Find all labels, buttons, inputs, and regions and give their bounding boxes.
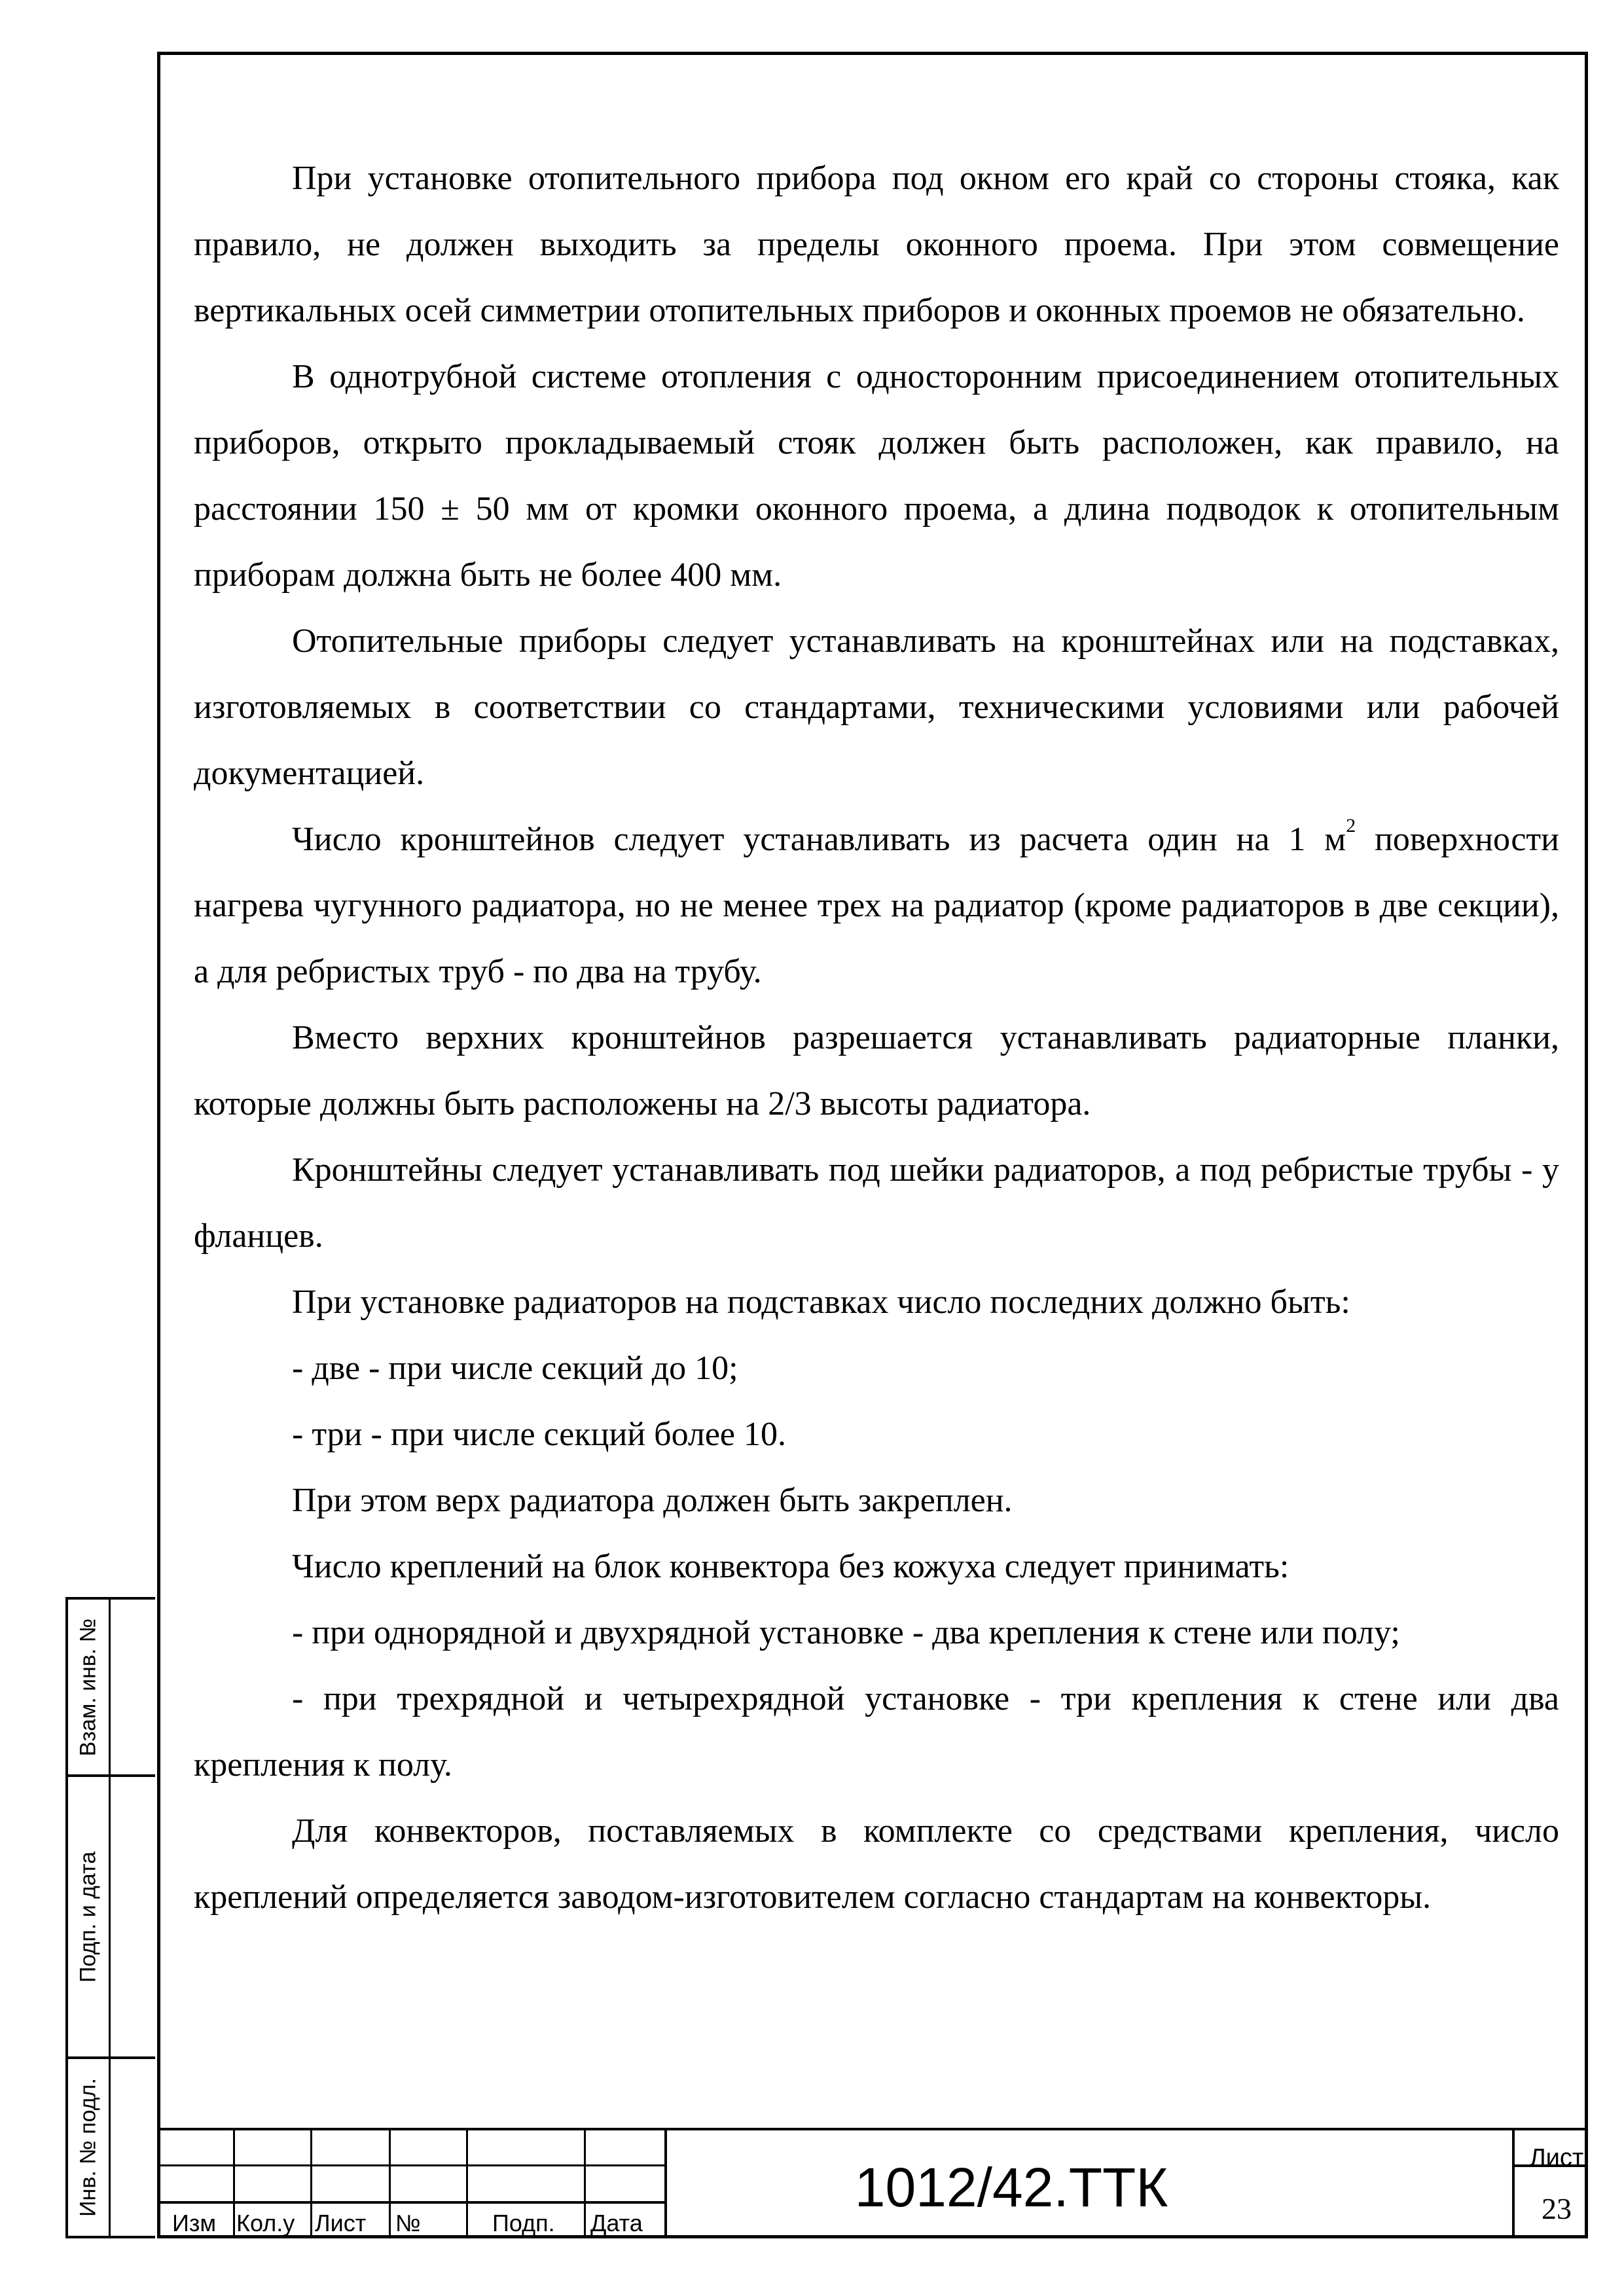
paragraph — [194, 806, 1559, 1005]
sheet-number: 23 — [1542, 2192, 1572, 2225]
col-list-label: Лист — [315, 2210, 367, 2236]
col-izm-label: Изм — [172, 2210, 217, 2236]
document-body — [194, 145, 1559, 1930]
col-podp-label: Подп. — [492, 2210, 555, 2236]
paragraph-text: Число кронштейнов следует устанавливать из расчета один на 1 м — [292, 821, 1346, 858]
paragraph-text: поверхности нагрева чугунного радиатора, но не менее трех на радиатор (кроме радиаторов в две секции), а для ребристых труб - по два на трубу. — [194, 821, 1559, 990]
grid-line — [310, 2128, 312, 2238]
side-stamp-inv — [65, 2056, 155, 2238]
col-no-label: № — [395, 2210, 421, 2236]
paragraph: Отопительные приборы следует устанавливать на кронштейнах или на подставках, изготовляемых в соответствии со стандартами, техническими условиями или рабочей документацией. — [194, 622, 1559, 792]
paragraph: При установке радиаторов на подставках число последних должно быть: — [292, 1283, 1350, 1321]
col-data-label: Дата — [590, 2210, 643, 2236]
list-item: - две - при числе секций до 10; — [292, 1350, 738, 1387]
grid-line — [389, 2128, 391, 2238]
inv-podl-label: Инв. № подл. — [75, 2078, 101, 2217]
col-kolu-label: Кол.у — [236, 2210, 295, 2236]
paragraph: Вместо верхних кронштейнов разрешается устанавливать радиаторные планки, которые должны быть расположены на 2/3 высоты радиатора. — [194, 1019, 1559, 1122]
side-stamp-podp — [65, 1774, 155, 2059]
grid-line — [1512, 2128, 1515, 2238]
side-label-cell — [68, 1777, 111, 2056]
paragraph: Число креплений на блок конвектора без кожуха следует принимать: — [292, 1548, 1290, 1585]
list-item: - при однорядной и двухрядной установке - два крепления к стене или полу; — [292, 1614, 1400, 1651]
superscript: 2 — [1346, 815, 1356, 836]
paragraph: В однотрубной системе отопления с односторонним присоединением отопительных приборов, открыто прокладываемый стояк должен быть расположен, как правило, на расстоянии 150 ± 50 мм от кромки оконного проема, а длина подводок к отопительным приборам должна быть не более 400 мм. — [194, 358, 1559, 594]
sheet-label: Лист — [1529, 2144, 1584, 2172]
side-stamp-vzam — [65, 1597, 155, 1777]
document-code: 1012/42.ТТК — [854, 2157, 1168, 2218]
grid-line — [466, 2128, 468, 2238]
vzam-inv-label: Взам. инв. № — [75, 1618, 101, 1756]
podp-data-label: Подп. и дата — [75, 1851, 101, 1982]
side-label-cell — [68, 2059, 111, 2236]
paragraph: При установке отопительного прибора под окном его край со стороны стояка, как правило, не должен выходить за пределы оконного проема. При этом совмещение вертикальных осей симметрии отопительных приборов и оконных проемов не обязательно. — [194, 160, 1559, 329]
paragraph: Для конвекторов, поставляемых в комплекте со средствами крепления, число креплений определяется заводом-изготовителем согласно стандартам на конвекторы. — [194, 1812, 1559, 1916]
paragraph: При этом верх радиатора должен быть закреплен. — [292, 1482, 1013, 1519]
paragraph: Кронштейны следует устанавливать под шейки радиаторов, а под ребристые трубы - у фланцев. — [194, 1151, 1559, 1255]
title-block-top-line — [157, 2128, 1588, 2130]
side-label-cell — [68, 1600, 111, 1774]
list-item: - три - при числе секций более 10. — [292, 1416, 786, 1453]
grid-line — [233, 2128, 235, 2238]
list-item: - при трехрядной и четырехрядной установке - три крепления к стене или два крепления к полу. — [194, 1680, 1559, 1784]
